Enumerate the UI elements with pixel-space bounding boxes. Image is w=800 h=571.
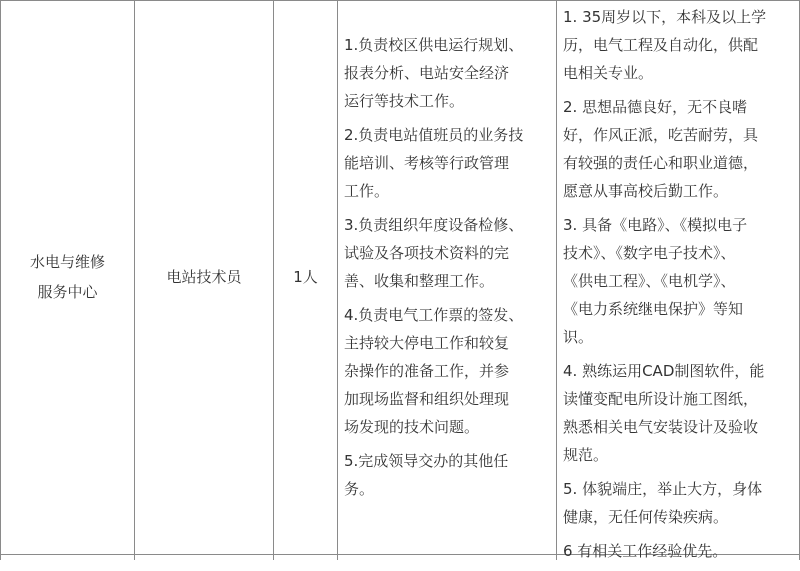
duty-item bbox=[344, 211, 554, 295]
requirement-line: 读懂变配电所设计施工图纸， bbox=[563, 390, 759, 408]
requirements-cell bbox=[563, 3, 797, 571]
requirement-line: 3. 具备《电路》、《模拟电子 bbox=[563, 216, 748, 234]
requirement-item bbox=[563, 475, 797, 531]
department-line: 服务中心 bbox=[37, 283, 98, 301]
requirement-item bbox=[563, 357, 797, 469]
position-title: 电站技术员 bbox=[166, 268, 242, 286]
duty-line: 工作。 bbox=[344, 182, 390, 200]
department-cell bbox=[1, 0, 134, 554]
requirement-line: 规范。 bbox=[563, 446, 609, 464]
duty-line: 主持较大停电工作和较复 bbox=[344, 334, 510, 352]
requirement-item bbox=[563, 3, 797, 87]
requirement-line: 5. 体貌端庄，举止大方，身体 bbox=[563, 480, 763, 498]
position-cell bbox=[135, 0, 273, 554]
requirement-line: 愿意从事高校后勤工作。 bbox=[563, 182, 729, 200]
table-divider bbox=[337, 0, 338, 560]
requirement-line: 《供电工程》、《电机学》、 bbox=[563, 272, 736, 290]
duty-line: 1.负责校区供电运行规划、 bbox=[344, 36, 524, 54]
headcount-value: 1人 bbox=[293, 268, 318, 286]
requirement-line: 电相关专业。 bbox=[563, 64, 654, 82]
requirement-line: 6 有相关工作经验优先。 bbox=[563, 542, 728, 560]
requirement-line: 识。 bbox=[563, 328, 594, 346]
requirement-line: 1. 35周岁以下，本科及以上学 bbox=[563, 8, 767, 26]
duty-item bbox=[344, 301, 554, 441]
requirement-line: 技术》、《数字电子技术》、 bbox=[563, 244, 736, 262]
requirement-line: 4. 熟练运用CAD制图软件，能 bbox=[563, 362, 765, 380]
duty-item bbox=[344, 121, 554, 205]
requirement-line: 熟悉相关电气安装设计及验收 bbox=[563, 418, 759, 436]
duty-line: 场发现的技术问题。 bbox=[344, 418, 480, 436]
duty-line: 能培训、考核等行政管理 bbox=[344, 154, 510, 172]
requirement-item bbox=[563, 537, 797, 565]
requirement-item bbox=[563, 93, 797, 205]
duty-line: 杂操作的准备工作，并参 bbox=[344, 362, 510, 380]
duty-line: 加现场监督和组织处理现 bbox=[344, 390, 510, 408]
requirement-line: 历，电气工程及自动化，供配 bbox=[563, 36, 759, 54]
duty-item bbox=[344, 447, 554, 503]
duty-line: 3.负责组织年度设备检修、 bbox=[344, 216, 524, 234]
duty-line: 4.负责电气工作票的签发、 bbox=[344, 306, 524, 324]
duties-cell bbox=[344, 31, 554, 509]
requirement-line: 好，作风正派，吃苦耐劳，具 bbox=[563, 126, 759, 144]
requirement-line: 健康，无任何传染疾病。 bbox=[563, 508, 729, 526]
duty-line: 5.完成领导交办的其他任 bbox=[344, 452, 509, 470]
requirement-line: 《电力系统继电保护》等知 bbox=[563, 300, 744, 318]
requirement-line: 2. 思想品德良好，无不良嗜 bbox=[563, 98, 748, 116]
department-line: 水电与维修 bbox=[29, 253, 105, 271]
duty-line: 报表分析、电站安全经济 bbox=[344, 64, 510, 82]
duty-line: 务。 bbox=[344, 480, 375, 498]
duty-item bbox=[344, 31, 554, 115]
requirement-item bbox=[563, 211, 797, 351]
duty-line: 2.负责电站值班员的业务技 bbox=[344, 126, 524, 144]
duty-line: 善、收集和整理工作。 bbox=[344, 272, 495, 290]
duty-line: 运行等技术工作。 bbox=[344, 92, 465, 110]
headcount-cell bbox=[274, 0, 337, 554]
duty-line: 试验及各项技术资料的完 bbox=[344, 244, 510, 262]
table-divider bbox=[556, 0, 557, 560]
requirement-line: 有较强的责任心和职业道德， bbox=[563, 154, 759, 172]
